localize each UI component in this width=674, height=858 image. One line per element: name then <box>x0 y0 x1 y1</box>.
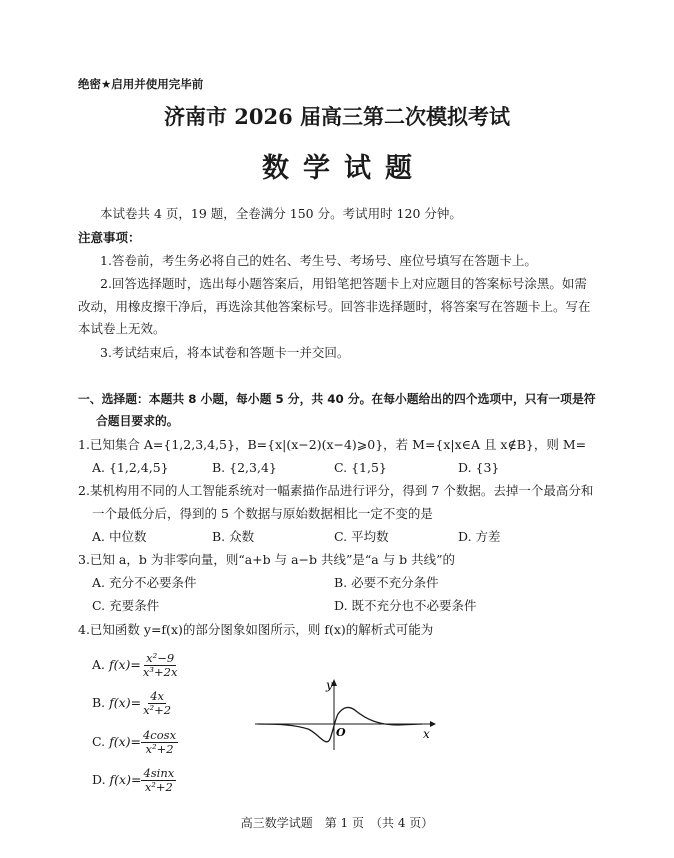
q4-stem: 4.已知函数 y=f(x)的部分图象如图所示，则 f(x)的解析式可能为 <box>78 622 434 637</box>
exam-title: 济南市 2026 届高三第二次模拟考试 <box>163 104 511 129</box>
q4-option-a-fraction <box>141 652 180 679</box>
q4-option-b <box>92 690 173 717</box>
note-2-line-1: 2.回答选择题时，选出每小题答案后，用铅笔把答题卡上对应题目的答案标号涂黑。如需 <box>100 276 587 291</box>
q4-option-b-numerator: 4x <box>150 689 164 703</box>
q2-stem-line-1: 2.某机构用不同的人工智能系统对一幅素描作品进行评分，得到 7 个数据。去掉一个最高分和 <box>78 483 594 498</box>
q4-option-a-fx: f(x)= <box>109 657 141 672</box>
page-footer: 高三数学试题 第 1 页 （共 4 页） <box>240 816 434 830</box>
q1-option-c: C. {1,5} <box>334 460 387 475</box>
q4-option-a-denominator: x³+2x <box>142 665 178 679</box>
q4-option-c-fraction <box>141 729 178 756</box>
q4-option-b-label: B. <box>92 695 106 710</box>
q4-option-d <box>92 767 176 794</box>
note-3: 3.考试结束后，将本试卷和答题卡一并交回。 <box>100 345 350 360</box>
note-1: 1.答卷前，考生务必将自己的姓名、考生号、考场号、座位号填写在答题卡上。 <box>100 253 537 268</box>
q4-option-b-fx: f(x)= <box>109 695 142 710</box>
q1-option-a: A. {1,2,4,5} <box>92 460 169 475</box>
q4-option-d-numerator: 4sinx <box>143 766 175 780</box>
q1-option-b: B. {2,3,4} <box>212 460 277 475</box>
intro-text: 本试卷共 4 页，19 题，全卷满分 150 分。考试用时 120 分钟。 <box>100 206 462 221</box>
q4-option-b-fraction <box>141 690 173 717</box>
secret-label: 绝密★启用并使用完毕前 <box>78 77 204 91</box>
q2-option-b: B. 众数 <box>212 529 255 544</box>
q3-option-a: A. 充分不必要条件 <box>92 575 197 590</box>
q4-option-d-denominator: x²+2 <box>144 780 173 794</box>
function-graph <box>250 672 440 752</box>
q2-option-a: A. 中位数 <box>92 529 147 544</box>
q2-option-d: D. 方差 <box>458 529 501 544</box>
note-2-line-3: 本试卷上无效。 <box>78 321 166 336</box>
q4-option-c <box>92 729 178 756</box>
q4-option-b-denominator: x²+2 <box>143 703 172 717</box>
section-heading-line-1: 一、选择题：本题共 8 小题，每小题 5 分，共 40 分。在每小题给出的四个选项中，只有一项是符 <box>78 392 596 406</box>
q2-option-c: C. 平均数 <box>334 529 389 544</box>
q4-option-c-numerator: 4cosx <box>142 728 177 742</box>
q4-option-a <box>92 652 179 679</box>
q4-option-d-label: D. <box>92 772 106 787</box>
q4-option-a-numerator: x²−9 <box>146 651 175 665</box>
notes-heading: 注意事项： <box>78 230 141 245</box>
x-axis-label: x <box>423 727 430 741</box>
q3-option-d: D. 既不充分也不必要条件 <box>334 598 477 613</box>
q4-option-d-fraction <box>141 767 176 794</box>
y-axis-label: y <box>326 678 333 692</box>
q2-stem-line-2: 一个最低分后，得到的 5 个数据与原始数据相比一定不变的是 <box>92 506 433 521</box>
section-heading-line-2: 合题目要求的。 <box>96 414 179 428</box>
q4-option-c-label: C. <box>92 734 106 749</box>
q4-option-d-fx: f(x)= <box>109 772 142 787</box>
note-2-line-2: 改动，用橡皮擦干净后，再选涂其他答案标号。回答非选择题时，将答案写在答题卡上。写在 <box>78 299 591 314</box>
subject-title: 数学试题 <box>262 153 426 184</box>
q1-option-d: D. {3} <box>458 460 500 475</box>
q3-option-b: B. 必要不充分条件 <box>334 575 439 590</box>
q4-option-c-denominator: x²+2 <box>145 742 174 756</box>
q3-option-c: C. 充要条件 <box>92 598 160 613</box>
q1-stem: 1.已知集合 A={1,2,3,4,5}，B={x|(x−2)(x−4)⩾0}，若 M={x|x∈A 且 x∉B}，则 M= <box>78 437 587 452</box>
q4-option-a-label: A. <box>92 657 106 672</box>
q3-stem: 3.已知 a，b 为非零向量，则“a+b 与 a−b 共线”是“a 与 b 共线”的 <box>78 552 456 567</box>
origin-label: O <box>336 726 346 739</box>
x-axis-arrow <box>430 721 436 727</box>
q4-option-c-fx: f(x)= <box>109 734 141 749</box>
